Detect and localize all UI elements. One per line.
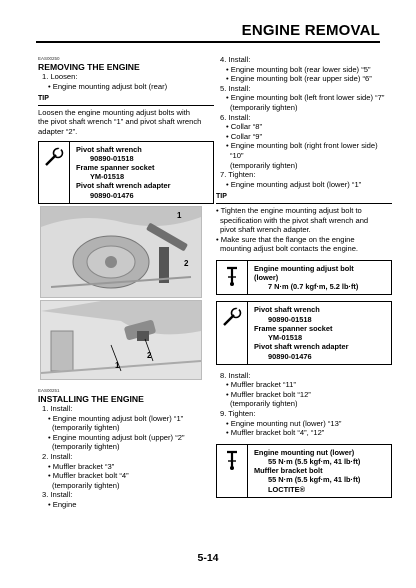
tool-name: Pivot shaft wrench adapter — [254, 342, 349, 352]
tip-text: • Tighten the engine mounting adjust bolt to — [216, 205, 362, 215]
spec-value: 55 N·m (5.5 kgf·m, 41 lb·ft) — [268, 475, 361, 485]
step-text: 1. Install: — [42, 404, 73, 413]
step-text: 9. Tighten: — [220, 409, 256, 419]
tool-name: Pivot shaft wrench adapter — [76, 181, 171, 191]
spec-name: Engine mounting nut (lower) — [254, 447, 355, 457]
tip-label: TIP — [38, 95, 49, 103]
tip-rule — [216, 203, 392, 204]
left-column — [38, 52, 214, 210]
step-bullet: • Muffler bracket bolt “4”, “12” — [226, 428, 325, 438]
tool-name: Frame spanner socket — [76, 162, 155, 172]
step-bullet: • Muffler bracket “3” — [48, 461, 115, 471]
step-bullet-cont: (temporarily tighten) — [230, 160, 298, 170]
tool-name: Pivot shaft wrench — [76, 144, 142, 154]
step-bullet: • Engine mounting adjust bolt (rear) — [48, 81, 168, 91]
header-rule — [36, 41, 380, 43]
tip-text: the pivot shaft wrench “1” and pivot shaft wrench — [38, 117, 202, 127]
step-bullet: • Engine mounting bolt (rear lower side) “5” — [226, 64, 371, 74]
tip-label: TIP — [216, 193, 227, 201]
spec-name: (lower) — [254, 273, 279, 283]
right-column — [216, 55, 392, 504]
figure-callout: 2 — [184, 259, 189, 268]
step-text: 2. Install: — [42, 451, 73, 461]
tool-number: 90890-01518 — [90, 153, 134, 163]
step-bullet: • Engine mounting nut (lower) “13” — [226, 418, 342, 428]
step-bullet-cont: “10” — [230, 150, 244, 160]
section-code: EAS00251 — [38, 388, 60, 393]
step-bullet: • Collar “9” — [226, 131, 262, 141]
torque-wrench-icon — [217, 445, 248, 497]
tip-text: pivot shaft wrench adapter. — [220, 225, 311, 235]
tip-rule — [38, 105, 214, 106]
tip-text: mounting adjust bolt contacts the engine. — [220, 244, 359, 254]
tool-number: YM-01518 — [90, 172, 125, 182]
step-bullet: • Muffler bracket “11” — [226, 380, 296, 390]
spec-name: Muffler bracket bolt — [254, 466, 323, 476]
torque-wrench-icon — [217, 261, 248, 295]
figure-callout: 2 — [147, 351, 152, 360]
step-text: 6. Install: — [220, 112, 251, 122]
page-header — [0, 0, 416, 40]
step-bullet-cont: (temporarily tighten) — [52, 423, 120, 433]
step-text: 1. Loosen: — [42, 72, 78, 81]
step-bullet-cont: (temporarily tighten) — [230, 399, 298, 409]
step-bullet-cont: (temporarily tighten) — [52, 480, 120, 490]
engine-photo-2 — [40, 300, 202, 380]
step-bullet-cont: (temporarily tighten) — [230, 102, 298, 112]
tip-text: specification with the pivot shaft wrench and — [220, 215, 369, 225]
step-bullet: • Engine mounting adjust bolt (lower) “1” — [48, 413, 184, 423]
torque-spec-box — [216, 444, 392, 498]
tool-name: Frame spanner socket — [254, 323, 333, 333]
step-bullet: • Engine mounting bolt (left front lower side) “7” — [226, 93, 385, 103]
step-text: 3. Install: — [42, 490, 73, 500]
tip-text: • Make sure that the flange on the engine — [216, 234, 355, 244]
left-column-lower — [38, 384, 214, 510]
special-tool-box — [216, 301, 392, 364]
step-text: 5. Install: — [220, 83, 251, 93]
engine-photo-1 — [40, 206, 202, 298]
figure-callout: 1 — [177, 211, 182, 220]
tip-text: Loosen the engine mounting adjust bolts with — [38, 107, 190, 117]
step-bullet: • Collar “8” — [226, 122, 262, 132]
step-text: 7. Tighten: — [220, 170, 256, 180]
spec-value: 7 N·m (0.7 kgf·m, 5.2 lb·ft) — [268, 282, 359, 292]
step-bullet: • Muffler bracket bolt “4” — [48, 471, 129, 481]
step-text: 8. Install: — [220, 370, 251, 380]
spec-note: LOCTITE® — [268, 484, 306, 494]
section-code: EAS00250 — [38, 56, 60, 61]
step-bullet: • Engine mounting bolt (rear upper side) “6” — [226, 74, 372, 84]
spec-name: Engine mounting adjust bolt — [254, 263, 354, 273]
wrench-icon — [39, 142, 70, 203]
tip-text: adapter “2”. — [38, 126, 78, 136]
section-heading-installing: INSTALLING THE ENGINE — [38, 394, 144, 404]
tool-number: 90890-01518 — [268, 314, 312, 324]
figure-callout: 1 — [115, 361, 120, 370]
step-bullet: • Engine mounting adjust bolt (upper) “2” — [48, 432, 185, 442]
tool-name: Pivot shaft wrench — [254, 305, 320, 315]
tool-number: 90890-01476 — [90, 190, 134, 200]
tool-number: YM-01518 — [268, 333, 303, 343]
spec-value: 55 N·m (5.5 kgf·m, 41 lb·ft) — [268, 457, 361, 467]
step-text: 4. Install: — [220, 55, 251, 64]
step-bullet: • Engine mounting adjust bolt (lower) “1” — [226, 179, 362, 189]
section-heading-removing: REMOVING THE ENGINE — [38, 62, 140, 72]
step-bullet: • Engine mounting bolt (right front lower side) — [226, 141, 378, 151]
step-bullet: • Engine — [48, 499, 77, 509]
torque-spec-box — [216, 260, 392, 296]
step-bullet-cont: (temporarily tighten) — [52, 442, 120, 452]
page-title: ENGINE REMOVAL — [241, 22, 380, 39]
special-tool-box — [38, 141, 214, 204]
step-bullet: • Muffler bracket bolt “12” — [226, 389, 311, 399]
wrench-icon — [217, 302, 248, 363]
page-number: 5-14 — [197, 552, 219, 564]
tool-number: 90890-01476 — [268, 351, 312, 361]
